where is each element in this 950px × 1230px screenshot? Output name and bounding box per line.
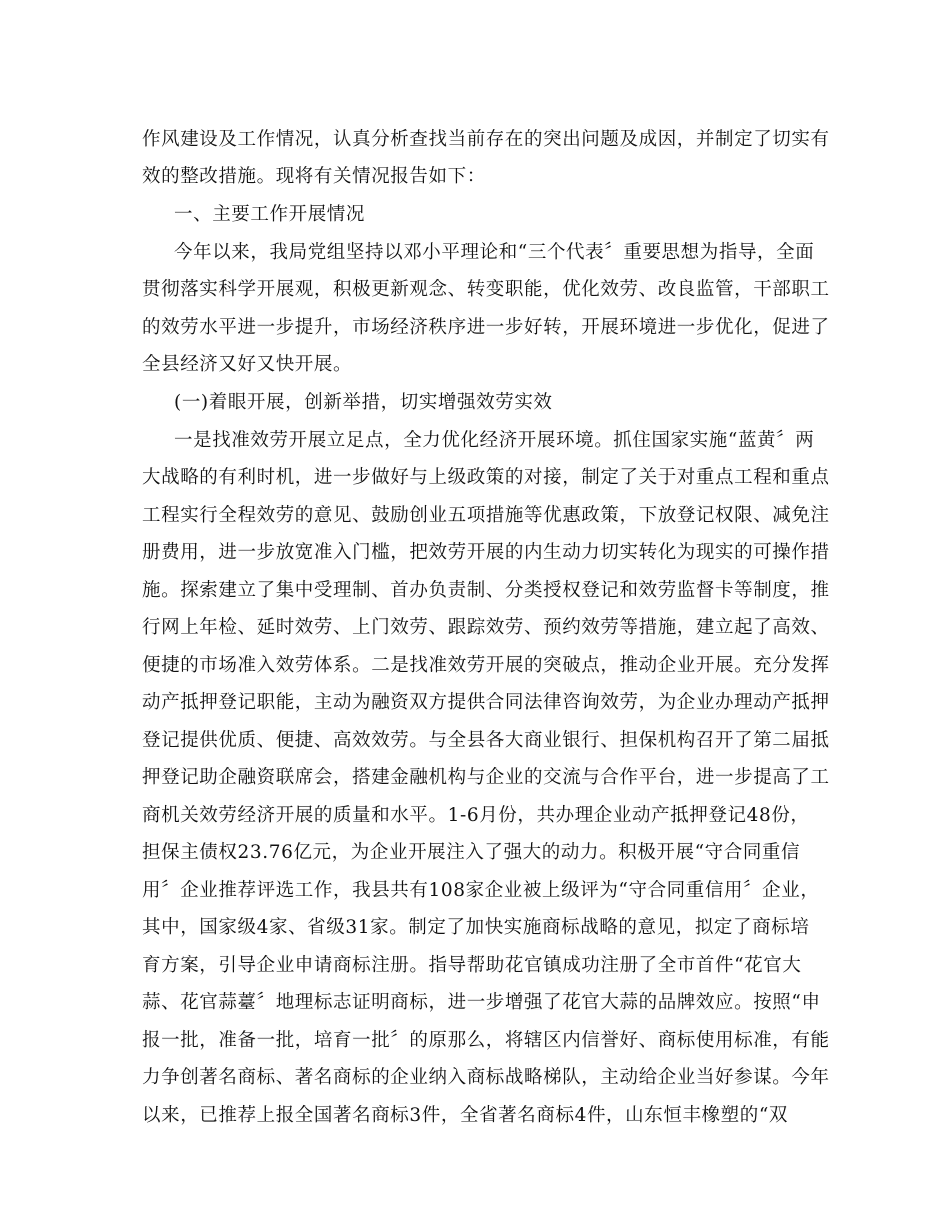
text-line: 力争创著名商标、著名商标的企业纳入商标战略梯队，主动给企业当好参谋。今年 xyxy=(142,1067,830,1088)
text-line: 押登记助企融资联席会，搭建金融机构与企业的交流与合作平台，进一步提高了工 xyxy=(142,767,830,788)
text-line: 效的整改措施。现将有关情况报告如下： xyxy=(142,166,486,187)
text-line: 报一批，准备一批，培育一批〞的原那么，将辖区内信誉好、商标使用标准，有能 xyxy=(142,1030,830,1051)
text-line: 其中，国家级4家、省级31家。制定了加快实施商标战略的意见，拟定了商标培 xyxy=(142,917,810,938)
text-line: 一是找准效劳开展立足点，全力优化经济开展环境。抓住国家实施“蓝黄〞两 xyxy=(174,430,815,451)
text-line: 全县经济又好又快开展。 xyxy=(142,354,353,375)
text-line: 作风建设及工作情况，认真分析查找当前存在的突出问题及成因，并制定了切实有 xyxy=(142,129,830,150)
text-line: 贯彻落实科学开展观，积极更新观念、转变职能，优化效劳、改良监管，干部职工 xyxy=(142,279,830,300)
subsection-heading: (一)着眼开展，创新举措，切实增强效劳实效 xyxy=(174,392,553,413)
text-line: 动产抵押登记职能，主动为融资双方提供合同法律咨询效劳，为企业办理动产抵押 xyxy=(142,692,830,713)
text-line: 的效劳水平进一步提升，市场经济秩序进一步好转，开展环境进一步优化，促进了 xyxy=(142,317,830,338)
text-line: 行网上年检、延时效劳、上门效劳、跟踪效劳、预约效劳等措施，建立起了高效、 xyxy=(142,617,830,638)
text-line: 大战略的有利时机，进一步做好与上级政策的对接，制定了关于对重点工程和重点 xyxy=(142,467,830,488)
text-line: 工程实行全程效劳的意见、鼓励创业五项措施等优惠政策，下放登记权限、减免注 xyxy=(142,505,830,526)
text-line: 育方案，引导企业申请商标注册。指导帮助花官镇成功注册了全市首件“花官大 xyxy=(142,955,802,976)
text-line: 担保主债权23.76亿元，为企业开展注入了强大的动力。积极开展“守合同重信 xyxy=(142,842,801,863)
text-line: 册费用，进一步放宽准入门槛，把效劳开展的内生动力切实转化为现实的可操作措 xyxy=(142,542,830,563)
text-line: 商机关效劳经济开展的质量和水平。1-6月份，共办理企业动产抵押登记48份， xyxy=(142,805,810,826)
text-line: 便捷的市场准入效劳体系。二是找准效劳开展的突破点，推动企业开展。充分发挥 xyxy=(142,655,830,676)
text-line: 用〞企业推荐评选工作，我县共有108家企业被上级评为“守合同重信用〞企业， xyxy=(142,880,820,901)
text-line: 施。探索建立了集中受理制、首办负责制、分类授权登记和效劳监督卡等制度，推 xyxy=(142,580,830,601)
section-heading: 一、主要工作开展情况 xyxy=(174,204,366,225)
text-line: 今年以来，我局党组坚持以邓小平理论和“三个代表〞重要思想为指导，全面 xyxy=(174,242,815,263)
text-line: 登记提供优质、便捷、高效效劳。与全县各大商业银行、担保机构召开了第二届抵 xyxy=(142,730,830,751)
text-line: 以来，已推荐上报全国著名商标3件，全省著名商标4件，山东恒丰橡塑的“双 xyxy=(142,1105,789,1126)
text-line: 蒜、花官蒜薹〞地理标志证明商标，进一步增强了花官大蒜的品牌效应。按照“申 xyxy=(142,992,821,1013)
